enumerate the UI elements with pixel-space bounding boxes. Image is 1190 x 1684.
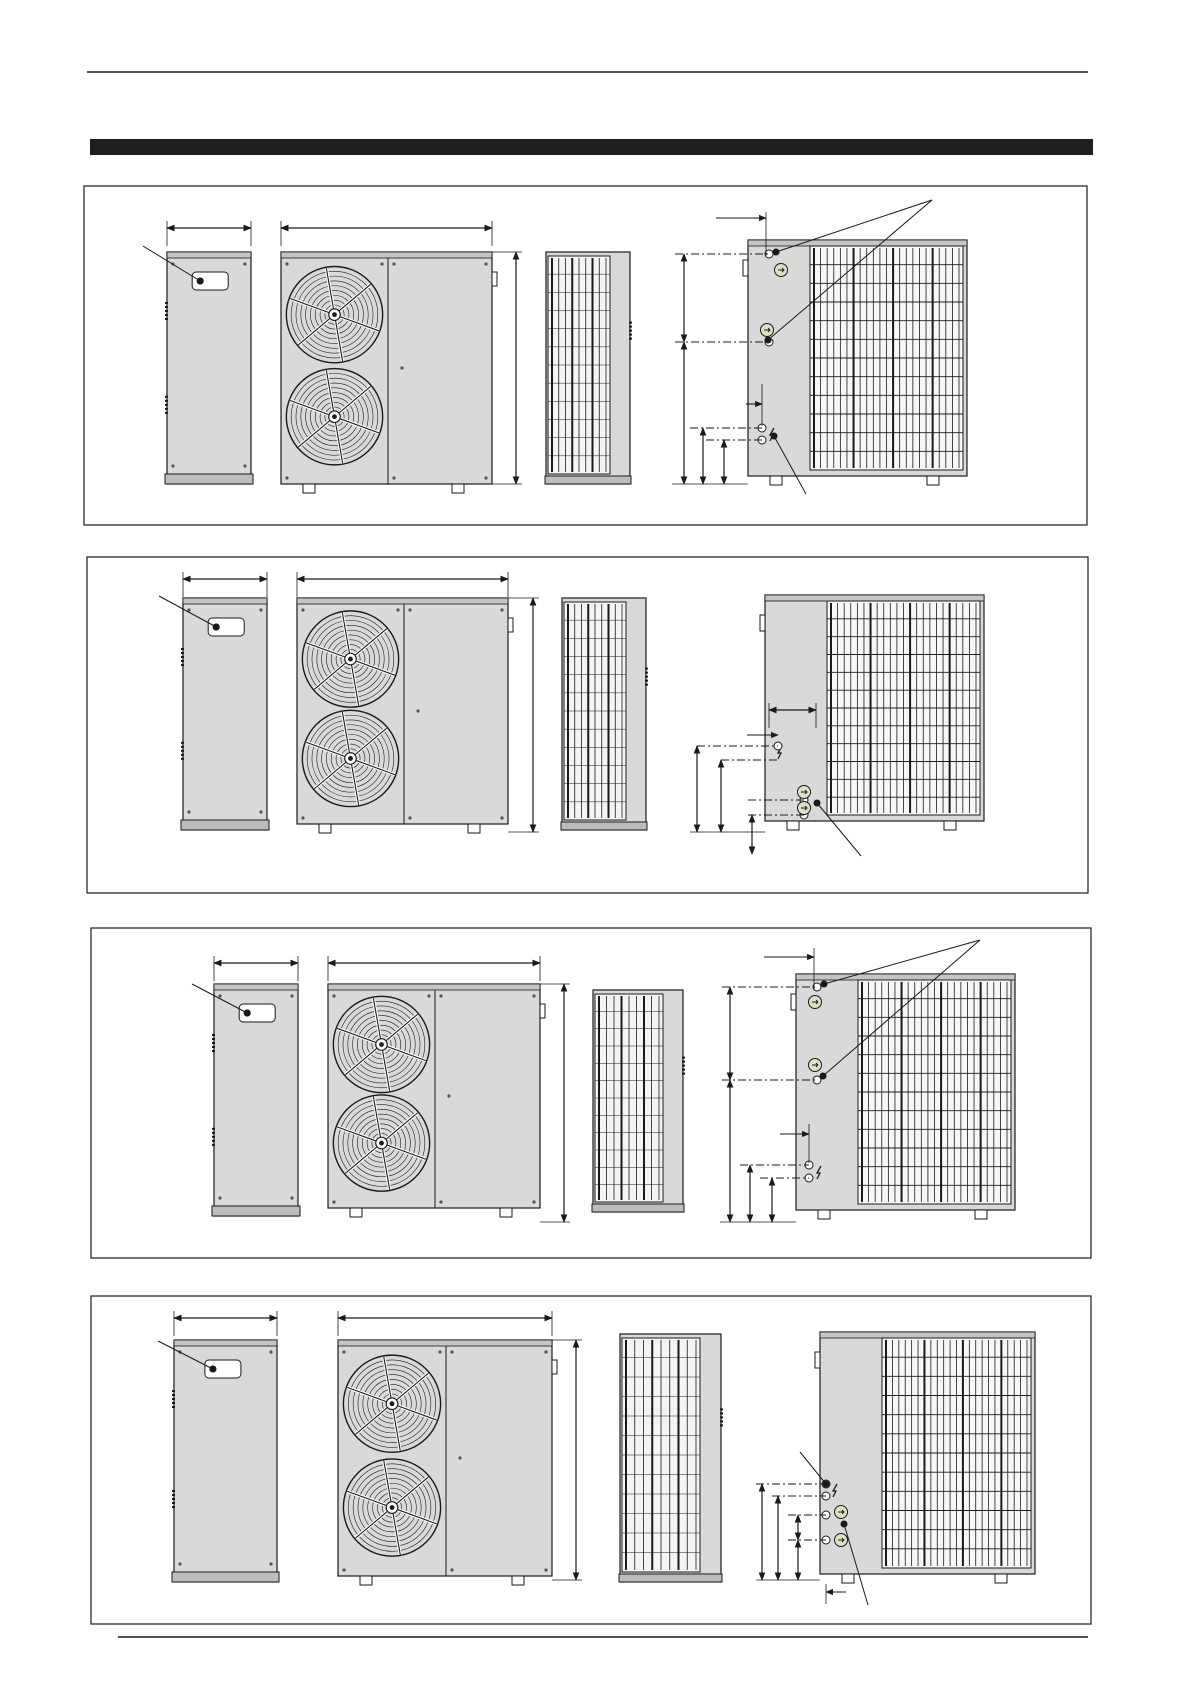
screw [269, 1562, 272, 1565]
vent-slot [629, 330, 632, 332]
vent-slot [645, 676, 648, 678]
top-cap [214, 984, 298, 990]
screw [450, 1350, 453, 1353]
base-plate [561, 822, 647, 830]
leader-dot [765, 337, 772, 344]
section-title-bar [90, 139, 1093, 155]
fan-icon [302, 611, 398, 707]
screw [178, 1562, 181, 1565]
vent-slot [629, 322, 632, 324]
vent-slot [165, 408, 168, 410]
screw [447, 1094, 450, 1097]
screw [171, 464, 174, 467]
vent-slot [172, 1490, 175, 1492]
vent-slot [212, 1046, 215, 1048]
front-view [297, 598, 513, 833]
handle [743, 260, 748, 276]
fan-icon [343, 1355, 440, 1452]
vent-slot [172, 1398, 175, 1400]
unit-diagram-3 [91, 928, 1091, 1258]
top-cap [174, 1340, 277, 1346]
vent-slot [629, 338, 632, 340]
screw [408, 608, 411, 611]
vent-slot [682, 1065, 685, 1067]
vent-slot [181, 758, 184, 760]
foot [842, 1574, 854, 1583]
vent-slot [720, 1412, 723, 1414]
foot [818, 1210, 830, 1219]
handle [791, 994, 796, 1010]
screw [332, 1200, 335, 1203]
screw [400, 366, 403, 369]
handle [552, 1360, 557, 1374]
vent-slot [181, 746, 184, 748]
screw [416, 709, 419, 712]
vent-slot [682, 1073, 685, 1075]
top-cap [338, 1340, 552, 1346]
base-plate [592, 1204, 684, 1212]
fan-icon [302, 710, 398, 806]
screw [285, 262, 288, 265]
rear-view [791, 974, 1015, 1219]
vent-slot [172, 1402, 175, 1404]
leader-dot [820, 1073, 827, 1080]
top-cap [765, 595, 984, 601]
foot [452, 484, 464, 493]
foot [303, 484, 315, 493]
foot [944, 821, 956, 830]
screw [450, 1568, 453, 1571]
vent-slot [165, 412, 168, 414]
vent-slot [172, 1506, 175, 1508]
screw [290, 994, 293, 997]
screw [500, 608, 503, 611]
vent-slot [682, 1057, 685, 1059]
vent-slot [720, 1416, 723, 1418]
base-plate [545, 476, 631, 484]
vent-slot [181, 664, 184, 666]
fan-hub-center [332, 312, 337, 317]
top-cap [167, 252, 251, 258]
vent-slot [212, 1136, 215, 1138]
foot [319, 824, 331, 833]
front-view [328, 984, 545, 1217]
leader-dot [244, 1010, 251, 1017]
foot [500, 1208, 512, 1217]
fan-hub-center [348, 756, 353, 761]
screw [259, 810, 262, 813]
fan-icon [286, 369, 382, 465]
vent-slot [720, 1408, 723, 1410]
vent-slot [165, 306, 168, 308]
vent-slot [645, 668, 648, 670]
leader-dot [213, 624, 220, 631]
leader-dot [197, 278, 204, 285]
vent-slot [165, 318, 168, 320]
screw [218, 994, 221, 997]
vent-slot [645, 680, 648, 682]
screw [290, 1196, 293, 1199]
screw [439, 994, 442, 997]
unit-diagram-4 [91, 1296, 1091, 1624]
unit-diagram-1 [84, 186, 1087, 525]
foot [468, 824, 480, 833]
vent-slot [172, 1502, 175, 1504]
top-cap [748, 240, 967, 246]
leader-dot [821, 981, 828, 988]
vent-slot [181, 656, 184, 658]
vent-slot [682, 1069, 685, 1071]
handle [508, 618, 513, 632]
screw [187, 810, 190, 813]
vent-slot [629, 326, 632, 328]
vent-slot [172, 1394, 175, 1396]
screw [342, 1350, 345, 1353]
leader-dot [773, 249, 780, 256]
foot [350, 1208, 362, 1217]
vent-slot [165, 314, 168, 316]
vent-slot [629, 334, 632, 336]
coil-side-view [545, 252, 632, 484]
screw [484, 476, 487, 479]
rear-view [815, 1332, 1035, 1583]
fan-hub-center [390, 1505, 395, 1510]
fan-icon [333, 996, 429, 1092]
leader-dot [209, 1366, 216, 1373]
vent-slot [682, 1061, 685, 1063]
screw [392, 262, 395, 265]
coil-side-view [561, 598, 648, 830]
vent-slot [212, 1128, 215, 1130]
top-cap [820, 1332, 1035, 1338]
foot [927, 476, 939, 485]
screw [439, 1200, 442, 1203]
screw [427, 994, 430, 997]
vent-slot [212, 1144, 215, 1146]
top-cap [183, 598, 267, 604]
screw [396, 608, 399, 611]
side-view [158, 1340, 279, 1582]
rear-view [760, 595, 984, 830]
foot [770, 476, 782, 485]
base-plate [165, 474, 253, 484]
vent-slot [172, 1390, 175, 1392]
foot [360, 1576, 372, 1585]
vent-slot [212, 1132, 215, 1134]
vent-slot [165, 302, 168, 304]
vent-slot [212, 1034, 215, 1036]
fan-icon [286, 266, 382, 362]
screw [301, 816, 304, 819]
vent-slot [172, 1498, 175, 1500]
screw [484, 262, 487, 265]
screw [342, 1568, 345, 1571]
fan-icon [333, 1095, 429, 1191]
front-view [338, 1340, 557, 1585]
vent-slot [181, 750, 184, 752]
screw [544, 1568, 547, 1571]
vent-slot [212, 1038, 215, 1040]
leader-dot [814, 800, 821, 807]
unit-diagram-2 [87, 557, 1088, 893]
fan-hub-center [379, 1141, 384, 1146]
screw [532, 1200, 535, 1203]
screw [243, 464, 246, 467]
vent-slot [181, 742, 184, 744]
handle [815, 1352, 820, 1368]
coil-side-view [619, 1334, 723, 1582]
screw [438, 1350, 441, 1353]
screw [243, 262, 246, 265]
screw [218, 1196, 221, 1199]
foot [787, 821, 799, 830]
vent-slot [720, 1420, 723, 1422]
vent-slot [172, 1494, 175, 1496]
screw [259, 608, 262, 611]
vent-slot [165, 310, 168, 312]
leader-dot [771, 433, 778, 440]
screw [392, 476, 395, 479]
fan-hub-center [348, 657, 353, 662]
vent-slot [212, 1140, 215, 1142]
vent-slot [165, 396, 168, 398]
vent-slot [181, 652, 184, 654]
front-panel [328, 984, 540, 1208]
front-view [281, 252, 497, 493]
leader-dot [823, 1481, 830, 1488]
vent-slot [181, 660, 184, 662]
handle [540, 1004, 545, 1018]
top-cap [796, 974, 1015, 980]
leader-dot [841, 1521, 848, 1528]
handle [760, 615, 765, 631]
screw [380, 262, 383, 265]
vent-slot [165, 400, 168, 402]
foot [975, 1210, 987, 1219]
rear-view [743, 240, 967, 485]
screw [544, 1350, 547, 1353]
front-panel [338, 1340, 552, 1576]
screw [269, 1350, 272, 1353]
screw [285, 476, 288, 479]
top-cap [281, 252, 492, 258]
vent-slot [645, 684, 648, 686]
vent-slot [181, 648, 184, 650]
screw [408, 816, 411, 819]
vent-slot [181, 754, 184, 756]
top-cap [297, 598, 508, 604]
fan-hub-center [379, 1042, 384, 1047]
fan-hub-center [390, 1401, 395, 1406]
vent-slot [645, 672, 648, 674]
foot [512, 1576, 524, 1585]
vent-slot [165, 404, 168, 406]
base-plate [619, 1574, 722, 1582]
fan-icon [343, 1459, 440, 1556]
coil-side-view [592, 990, 685, 1212]
vent-slot [172, 1406, 175, 1408]
screw [332, 994, 335, 997]
vent-slot [212, 1042, 215, 1044]
vent-slot [212, 1050, 215, 1052]
base-plate [212, 1206, 300, 1216]
screw [458, 1456, 461, 1459]
screw [301, 608, 304, 611]
foot [995, 1574, 1007, 1583]
screw [500, 816, 503, 819]
handle [492, 272, 497, 286]
base-plate [181, 820, 269, 830]
front-panel [281, 252, 492, 484]
top-cap [328, 984, 540, 990]
base-plate [172, 1572, 279, 1582]
vent-slot [720, 1424, 723, 1426]
screw [532, 994, 535, 997]
fan-hub-center [332, 414, 337, 419]
